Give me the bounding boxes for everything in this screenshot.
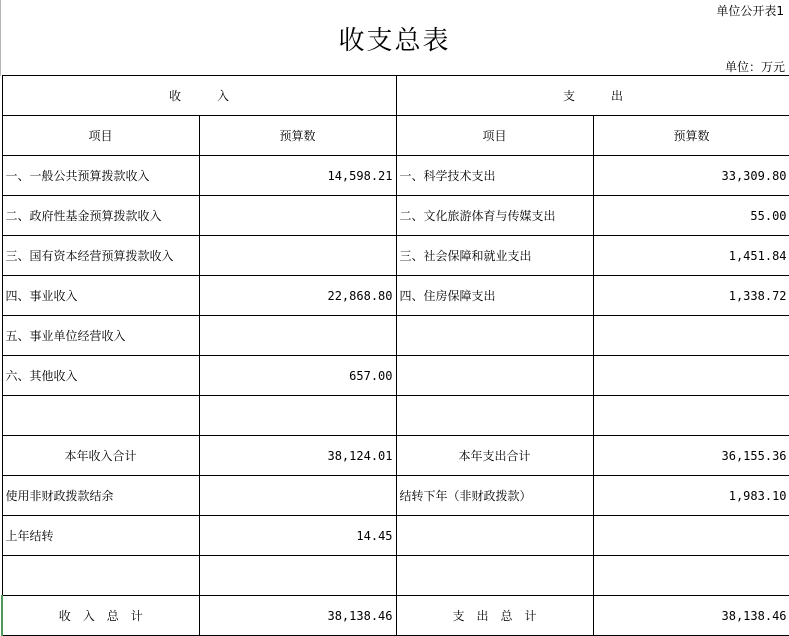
expense-amount-header[interactable]: 预算数 <box>593 116 789 156</box>
table-row <box>2 276 789 316</box>
expense-amount-cell[interactable]: 33,309.80 <box>593 156 789 196</box>
table-row <box>2 516 789 556</box>
expense-item-cell[interactable] <box>396 516 593 556</box>
expense-section-header[interactable]: 支 出 <box>396 76 789 116</box>
unit-label: 单位：万元 <box>724 60 785 74</box>
income-amount-cell[interactable] <box>199 396 396 436</box>
expense-amount-cell[interactable] <box>593 556 789 596</box>
table-row <box>2 356 789 396</box>
income-item-cell[interactable]: 六、其他收入 <box>2 356 199 396</box>
expense-amount-cell[interactable] <box>593 516 789 556</box>
expense-item-cell[interactable] <box>396 316 593 356</box>
expense-amount-cell[interactable]: 1,338.72 <box>593 276 789 316</box>
income-item-cell[interactable]: 使用非财政拨款结余 <box>2 476 199 516</box>
expense-item-cell[interactable]: 四、住房保障支出 <box>396 276 593 316</box>
sheet-number: 单位公开表1 <box>716 4 784 18</box>
income-amount-cell[interactable] <box>199 316 396 356</box>
expense-amount-cell[interactable]: 1,983.10 <box>593 476 789 516</box>
expense-item-cell[interactable] <box>396 396 593 436</box>
table-row <box>2 396 789 436</box>
section-header-row <box>2 76 789 116</box>
income-amount-cell[interactable]: 22,868.80 <box>199 276 396 316</box>
sheet-left-border <box>0 0 1 76</box>
income-item-cell[interactable]: 上年结转 <box>2 516 199 556</box>
table-row <box>2 556 789 596</box>
table-row <box>2 476 789 516</box>
expense-subtotal-amount[interactable]: 36,155.36 <box>593 436 789 476</box>
income-item-cell[interactable] <box>2 396 199 436</box>
income-item-cell[interactable] <box>2 556 199 596</box>
income-item-cell[interactable]: 五、事业单位经营收入 <box>2 316 199 356</box>
expense-grand-total-label[interactable]: 支 出 总 计 <box>396 596 593 636</box>
page-title: 收支总表 <box>338 26 451 56</box>
expense-item-cell[interactable] <box>396 556 593 596</box>
table-row <box>2 316 789 356</box>
expense-item-cell[interactable]: 结转下年（非财政拨款） <box>396 476 593 516</box>
budget-summary-table <box>1 75 789 636</box>
column-header-row <box>2 116 789 156</box>
expense-amount-cell[interactable] <box>593 396 789 436</box>
expense-subtotal-label[interactable]: 本年支出合计 <box>396 436 593 476</box>
table-row <box>2 156 789 196</box>
income-item-cell[interactable]: 三、国有资本经营预算拨款收入 <box>2 236 199 276</box>
income-item-cell[interactable]: 一、一般公共预算拨款收入 <box>2 156 199 196</box>
expense-amount-cell[interactable] <box>593 316 789 356</box>
income-amount-cell[interactable]: 14.45 <box>199 516 396 556</box>
expense-item-cell[interactable] <box>396 356 593 396</box>
table-row <box>2 196 789 236</box>
income-item-cell[interactable]: 四、事业收入 <box>2 276 199 316</box>
expense-amount-cell[interactable]: 55.00 <box>593 196 789 236</box>
table-row <box>2 236 789 276</box>
subtotal-row <box>2 436 789 476</box>
income-amount-header[interactable]: 预算数 <box>199 116 396 156</box>
grand-total-row <box>2 596 789 636</box>
expense-item-cell[interactable]: 三、社会保障和就业支出 <box>396 236 593 276</box>
income-amount-cell[interactable]: 657.00 <box>199 356 396 396</box>
expense-item-header[interactable]: 项目 <box>396 116 593 156</box>
expense-amount-cell[interactable]: 1,451.84 <box>593 236 789 276</box>
income-grand-total-amount[interactable]: 38,138.46 <box>199 596 396 636</box>
income-section-header[interactable]: 收 入 <box>2 76 396 116</box>
expense-amount-cell[interactable] <box>593 356 789 396</box>
income-amount-cell[interactable] <box>199 476 396 516</box>
income-grand-total-label[interactable]: 收 入 总 计 <box>2 596 199 636</box>
income-amount-cell[interactable] <box>199 236 396 276</box>
expense-item-cell[interactable]: 二、文化旅游体育与传媒支出 <box>396 196 593 236</box>
income-amount-cell[interactable] <box>199 196 396 236</box>
expense-grand-total-amount[interactable]: 38,138.46 <box>593 596 789 636</box>
income-subtotal-label[interactable]: 本年收入合计 <box>2 436 199 476</box>
income-item-header[interactable]: 项目 <box>2 116 199 156</box>
income-item-cell[interactable]: 二、政府性基金预算拨款收入 <box>2 196 199 236</box>
income-amount-cell[interactable]: 14,598.21 <box>199 156 396 196</box>
income-subtotal-amount[interactable]: 38,124.01 <box>199 436 396 476</box>
expense-item-cell[interactable]: 一、科学技术支出 <box>396 156 593 196</box>
income-amount-cell[interactable] <box>199 556 396 596</box>
